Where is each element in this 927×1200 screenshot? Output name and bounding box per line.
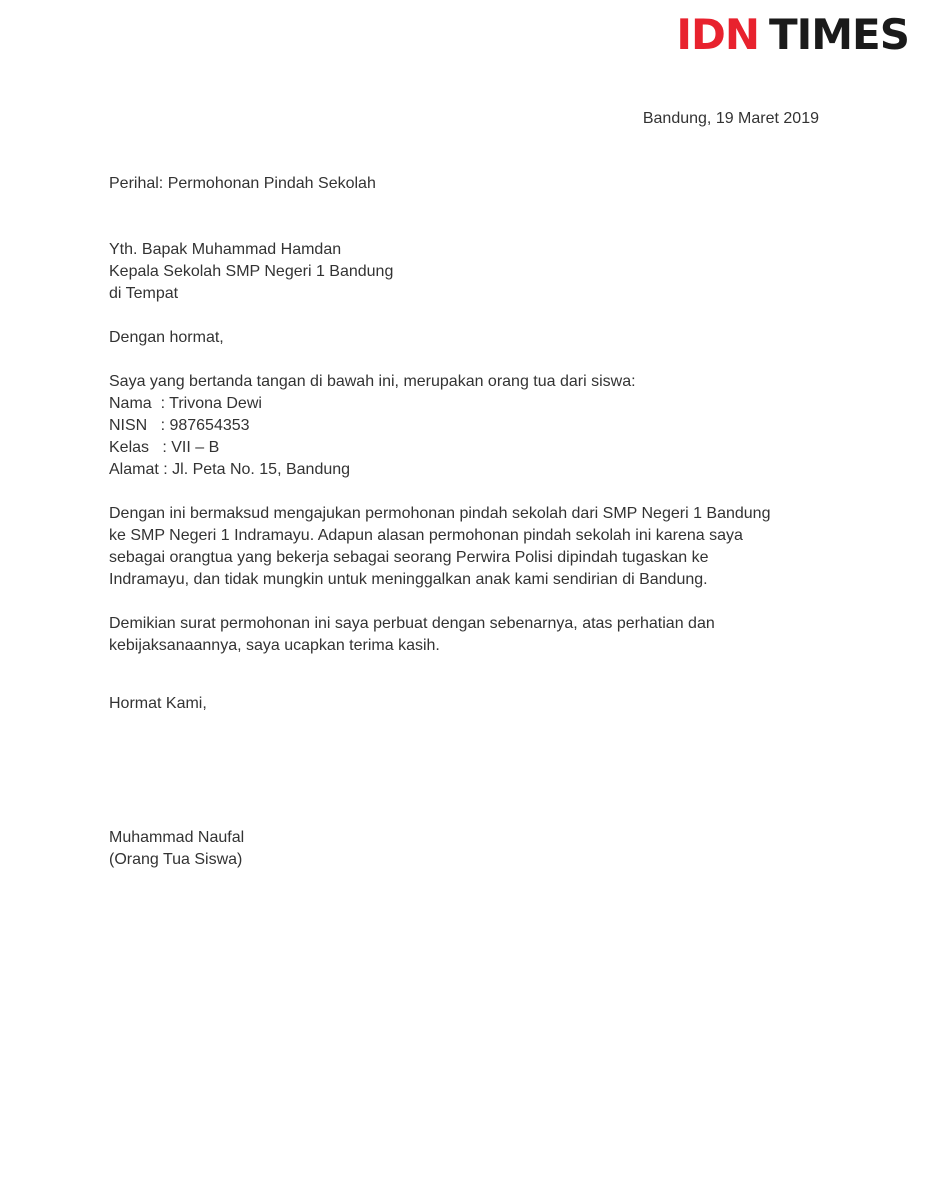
signer-role: (Orang Tua Siswa): [109, 851, 243, 868]
signature-block: [109, 827, 819, 871]
sign-off: Hormat Kami,: [109, 695, 207, 712]
greeting: Dengan hormat,: [109, 329, 224, 346]
student-class-field: Kelas : VII – B: [109, 439, 220, 456]
closing-paragraph: [109, 613, 819, 657]
letter-subject: Perihal: Permohonan Pindah Sekolah: [109, 175, 376, 192]
intro-block: [109, 371, 819, 481]
body-line: Indramayu, dan tidak mungkin untuk meninggalkan anak kami sendirian di Bandung.: [109, 571, 708, 588]
logo-idn-text: IDN: [676, 10, 759, 59]
body-paragraph: [109, 503, 819, 591]
idn-times-logo: [676, 10, 909, 59]
logo-times-text: TIMES: [768, 10, 909, 59]
student-address-field: Alamat : Jl. Peta No. 15, Bandung: [109, 461, 351, 478]
letter-date: Bandung, 19 Maret 2019: [642, 110, 819, 127]
body-line: Dengan ini bermaksud mengajukan permohonan pindah sekolah dari SMP Negeri 1 Bandung: [109, 505, 771, 522]
letter-body: [109, 108, 819, 871]
body-line: sebagai orangtua yang bekerja sebagai seorang Perwira Polisi dipindah tugaskan ke: [109, 549, 709, 566]
student-name-field: Nama : Trivona Dewi: [109, 395, 262, 412]
closing-line: kebijaksanaannya, saya ucapkan terima kasih.: [109, 637, 440, 654]
recipient-line: Kepala Sekolah SMP Negeri 1 Bandung: [109, 263, 394, 280]
body-line: ke SMP Negeri 1 Indramayu. Adapun alasan permohonan pindah sekolah ini karena saya: [109, 527, 743, 544]
recipient-block: [109, 239, 819, 305]
recipient-line: Yth. Bapak Muhammad Hamdan: [109, 241, 342, 258]
student-nisn-field: NISN : 987654353: [109, 417, 250, 434]
closing-line: Demikian surat permohonan ini saya perbuat dengan sebenarnya, atas perhatian dan: [109, 615, 715, 632]
recipient-line: di Tempat: [109, 285, 179, 302]
intro-text: Saya yang bertanda tangan di bawah ini, merupakan orang tua dari siswa:: [109, 373, 636, 390]
signer-name: Muhammad Naufal: [109, 829, 245, 846]
